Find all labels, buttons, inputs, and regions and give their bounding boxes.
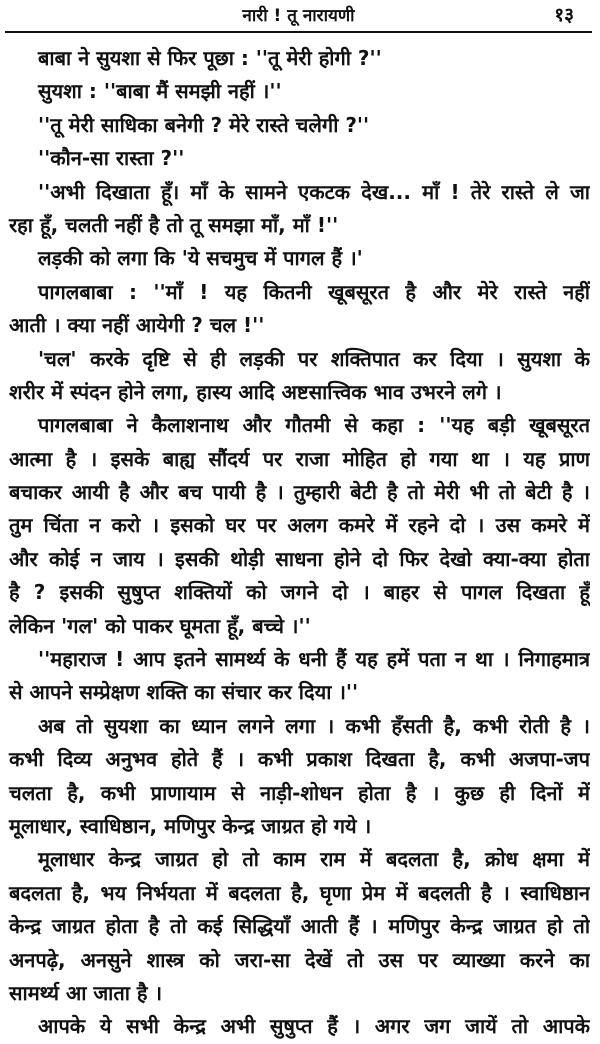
- text-line: सामर्थ्य आ जाता है ।: [9, 980, 163, 1005]
- text-line: बाबा ने सुयशा से फिर पूछा : ''तू मेरी होगी ?'': [38, 46, 382, 70]
- text-line: ''महाराज ! आप इतने सामर्थ्य के धनी हैं यह हमें पता न था । निगाहमात्र: [38, 647, 590, 672]
- text-line: कभी दिव्य अनुभव होते हैं । कभी प्रकाश दिखता है, कभी अजपा-जप: [9, 747, 590, 772]
- text-line: मूलाधार केन्द्र जाग्रत हो तो काम राम में बदलता है, क्रोध क्षमा में: [38, 847, 590, 872]
- text-line: रहा हूँ, चलती नहीं है तो तू समझा माँ, माँ !'': [9, 212, 339, 237]
- text-line: बचाकर आयी है और बच पायी है । तुम्हारी बेटी है तो मेरी भी तो बेटी है ।: [9, 480, 590, 505]
- header-rule: [5, 31, 592, 33]
- text-line: ''कौन-सा रास्ता ?'': [38, 146, 185, 171]
- header-title: नारी ! तू नारायणी: [242, 6, 355, 26]
- running-header: [5, 2, 592, 32]
- text-line: लेकिन 'गल' को पाकर घूमता हूँ, बच्चे ।'': [9, 613, 311, 638]
- text-line: तुम चिंता न करो । इसको घर पर अलग कमरे में रहने दो । उस कमरे में: [9, 513, 590, 538]
- text-line: से आपने सम्प्रेक्षण शक्ति का संचार कर दिया ।'': [9, 680, 359, 705]
- text-line: पागलबाबा ने कैलाशनाथ और गौतमी से कहा : ''यह बड़ी खूबसूरत: [38, 413, 590, 438]
- text-line: शरीर में स्पंदन होने लगा, हास्य आदि अष्टसात्त्विक भाव उभरने लगे ।: [9, 379, 502, 404]
- text-line: 'चल' करके दृष्टि से ही लड़की पर शक्तिपात कर दिया । सुयशा के: [38, 346, 590, 371]
- text-line: अब तो सुयशा का ध्यान लगने लगा । कभी हँसती है, कभी रोती है ।: [38, 713, 590, 738]
- text-line: पागलबाबा : ''माँ ! यह कितनी खूबसूरत है और मेरे रास्ते नहीं: [38, 279, 590, 304]
- text-line: आपके ये सभी केन्द्र अभी सुषुप्त हैं । अगर जग जायें तो आपके: [38, 1014, 590, 1039]
- page-number: १३: [554, 4, 574, 26]
- text-line: सुयशा : ''बाबा मैं समझी नहीं ।'': [38, 79, 282, 104]
- text-line: अनपढ़े, अनसुने शास्त्र को जरा-सा देखें तो उस पर व्याख्या करने का: [9, 947, 590, 972]
- text-line: और कोई न जाय । इसकी थोड़ी साधना होने दो फिर देखो क्या-क्या होता: [9, 546, 590, 571]
- text-line: केन्द्र जाग्रत होता है तो कई सिद्धियाँ आती हैं । मणिपुर केन्द्र जाग्रत हो तो: [9, 914, 590, 939]
- text-line: मूलाधार, स्वाधिष्ठान, मणिपुर केन्द्र जाग्रत हो गये ।: [9, 813, 372, 838]
- text-line: लड़की को लगा कि 'ये सचमुच में पागल हैं ।': [38, 246, 363, 271]
- text-line: ''तू मेरी साधिका बनेगी ? मेरे रास्ते चलेगी ?'': [38, 112, 370, 137]
- text-line: चलता है, कभी प्राणायाम से नाड़ी-शोधन होता है । कुछ ही दिनों में: [9, 780, 590, 805]
- text-line: आत्मा है । इसके बाह्य सौंदर्य पर राजा मोहित हो गया था । यह प्राण: [9, 446, 590, 471]
- text-line: आती । क्या नहीं आयेगी ? चल !'': [9, 313, 265, 338]
- body-text: [0, 42, 590, 1044]
- text-line: है ? इसकी सुषुप्त शक्तियों को जगने दो । बाहर से पागल दिखता हूँ: [9, 580, 590, 605]
- text-line: ''अभी दिखाता हूँ। माँ के सामने एकटक देख... माँ ! तेरे रास्ते ले जा: [38, 179, 590, 204]
- text-line: बदलता है, भय निर्भयता में बदलता है, घृणा प्रेम में बदलती है । स्वाधिष्ठान: [9, 880, 590, 905]
